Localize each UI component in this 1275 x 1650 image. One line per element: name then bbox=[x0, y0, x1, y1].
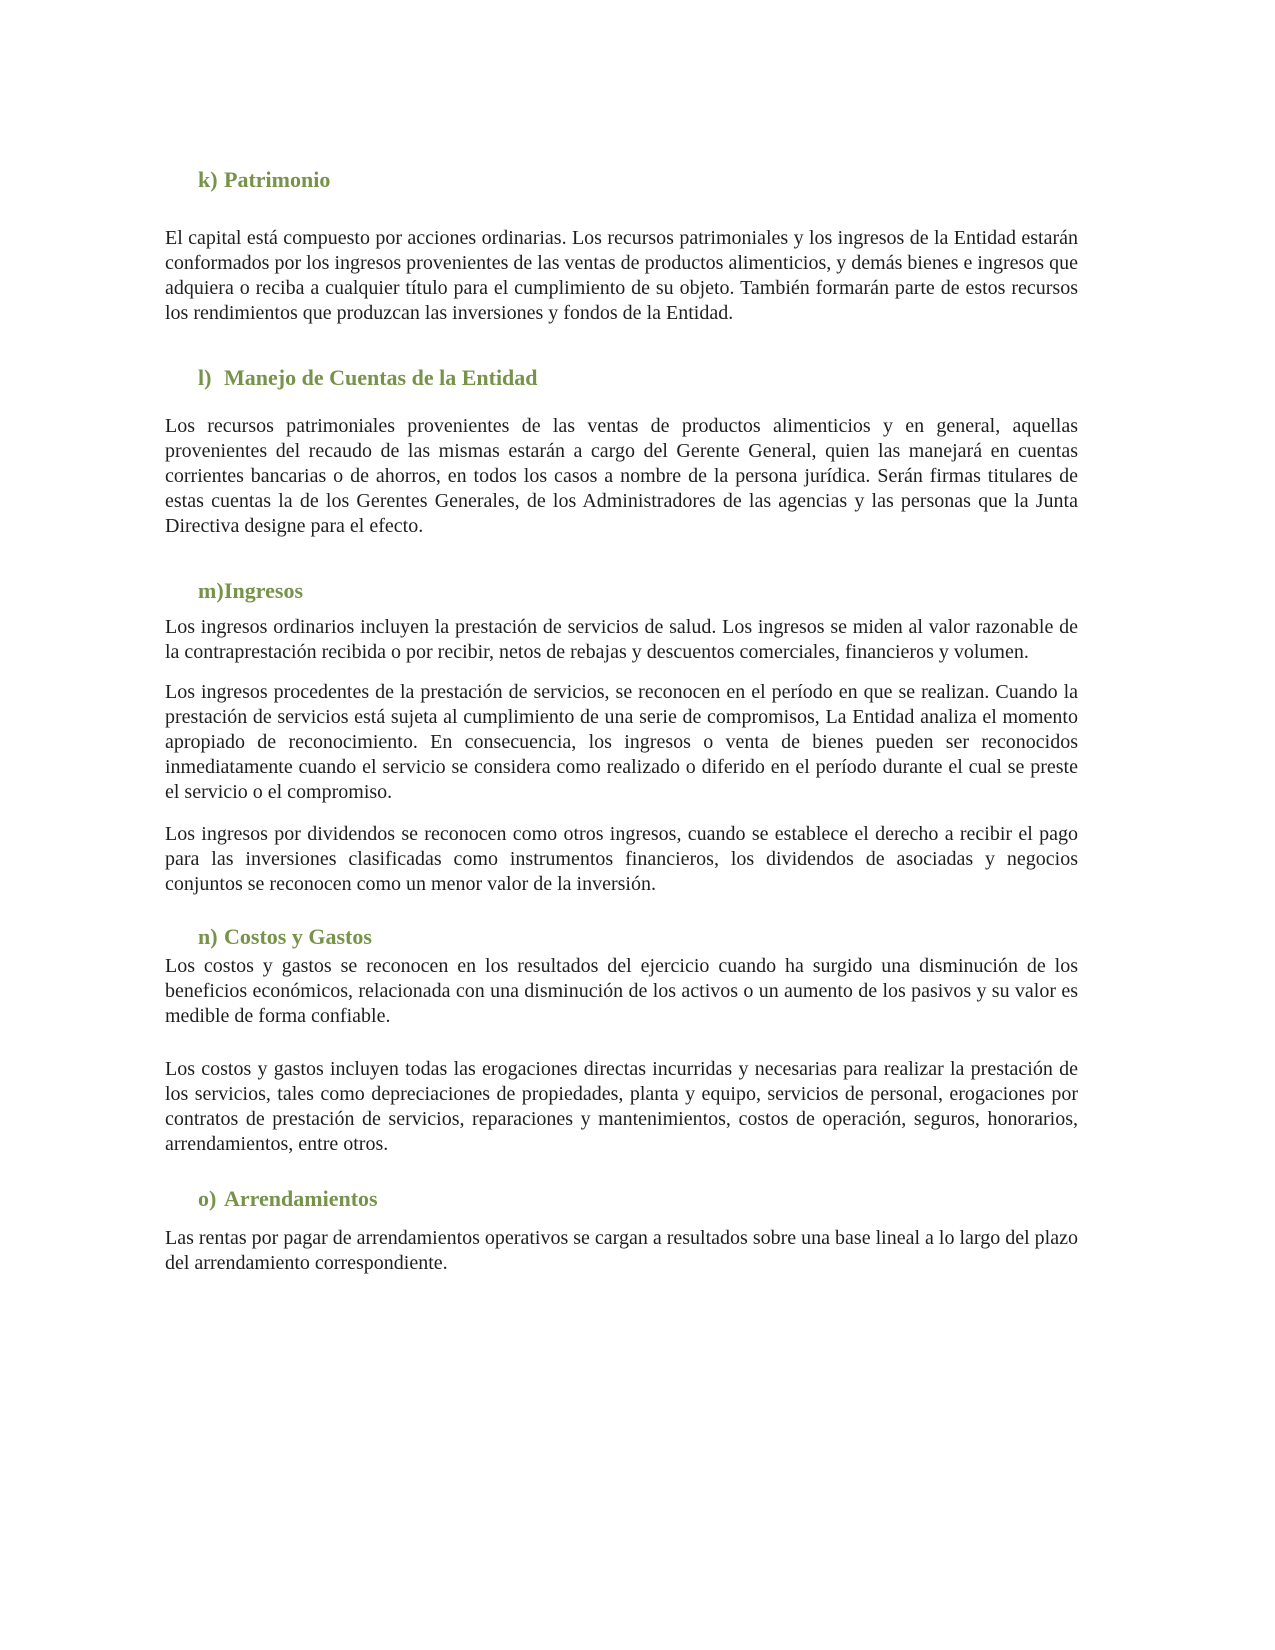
section-heading-costos-y-gastos bbox=[165, 923, 1078, 951]
section-ingresos bbox=[165, 577, 1078, 897]
paragraph-arrendamientos-1: Las rentas por pagar de arrendamientos operativos se cargan a resultados sobre una base lineal a lo largo del plazo del arrendamiento correspondiente. bbox=[165, 1227, 1078, 1274]
section-title: Ingresos bbox=[224, 578, 304, 603]
section-title: Costos y Gastos bbox=[224, 924, 372, 949]
paragraph-patrimonio-1: El capital está compuesto por acciones ordinarias. Los recursos patrimoniales y los ingresos de la Entidad estarán conformados por los ingresos provenientes de las ventas de productos alimenticios, y demás bienes e ingresos que adquiera o reciba a cualquier título para el cumplimiento de su objeto. También formarán parte de estos recursos los rendimientos que produzcan las inversiones y fondos de la Entidad. bbox=[165, 227, 1078, 324]
paragraph-manejo-1: Los recursos patrimoniales provenientes de las ventas de productos alimenticios y en general, aquellas provenientes del recaudo de las mismas estarán a cargo del Gerente General, quien las manejará en cuentas corrientes bancarias o de ahorros, en todos los casos a nombre de la persona jurídica. Serán firmas titulares de estas cuentas la de los Gerentes Generales, de los Administradores de las agencias y las personas que la Junta Directiva designe para el efecto. bbox=[165, 415, 1078, 537]
section-heading-patrimonio bbox=[165, 166, 1078, 194]
section-manejo-de-cuentas bbox=[165, 364, 1078, 539]
section-heading-ingresos bbox=[165, 577, 1078, 605]
section-arrendamientos bbox=[165, 1185, 1078, 1276]
paragraph-costos-1: Los costos y gastos se reconocen en los resultados del ejercicio cuando ha surgido una disminución de los beneficios económicos, relacionada con una disminución de los activos o un aumento de los pasivos y su valor es medible de forma confiable. bbox=[165, 955, 1078, 1027]
section-letter: l) bbox=[198, 365, 212, 390]
section-heading-manejo-de-cuentas bbox=[165, 364, 1078, 392]
paragraph-costos-2: Los costos y gastos incluyen todas las erogaciones directas incurridas y necesarias para realizar la prestación de los servicios, tales como depreciaciones de propiedades, planta y equipo, servicios de personal, erogaciones por contratos de prestación de servicios, reparaciones y mantenimientos, costos de operación, seguros, honorarios, arrendamientos, entre otros. bbox=[165, 1058, 1078, 1155]
section-letter: o) bbox=[198, 1186, 217, 1211]
section-letter: m) bbox=[198, 578, 224, 603]
paragraph-ingresos-1: Los ingresos ordinarios incluyen la prestación de servicios de salud. Los ingresos se miden al valor razonable de la contraprestación recibida o por recibir, netos de rebajas y descuentos comerciales, financieros y volumen. bbox=[165, 616, 1078, 663]
section-costos-y-gastos bbox=[165, 923, 1078, 1157]
paragraph-ingresos-2: Los ingresos procedentes de la prestación de servicios, se reconocen en el período en que se realizan. Cuando la prestación de servicios está sujeta al cumplimiento de una serie de compromisos, La Entidad analiza el momento apropiado de reconocimiento. En consecuencia, los ingresos o venta de bienes pueden ser reconocidos inmediatamente cuando el servicio se considera como realizado o diferido en el período durante el cual se preste el servicio o el compromiso. bbox=[165, 681, 1078, 803]
section-heading-arrendamientos bbox=[165, 1185, 1078, 1213]
section-title: Patrimonio bbox=[224, 167, 331, 192]
section-title: Arrendamientos bbox=[224, 1186, 378, 1211]
paragraph-ingresos-3: Los ingresos por dividendos se reconocen como otros ingresos, cuando se establece el derecho a recibir el pago para las inversiones clasificadas como instrumentos financieros, los dividendos de asociadas y negocios conjuntos se reconocen como un menor valor de la inversión. bbox=[165, 823, 1078, 895]
section-patrimonio bbox=[165, 166, 1078, 326]
section-letter: k) bbox=[198, 167, 218, 192]
section-title: Manejo de Cuentas de la Entidad bbox=[224, 365, 538, 390]
section-letter: n) bbox=[198, 924, 218, 949]
